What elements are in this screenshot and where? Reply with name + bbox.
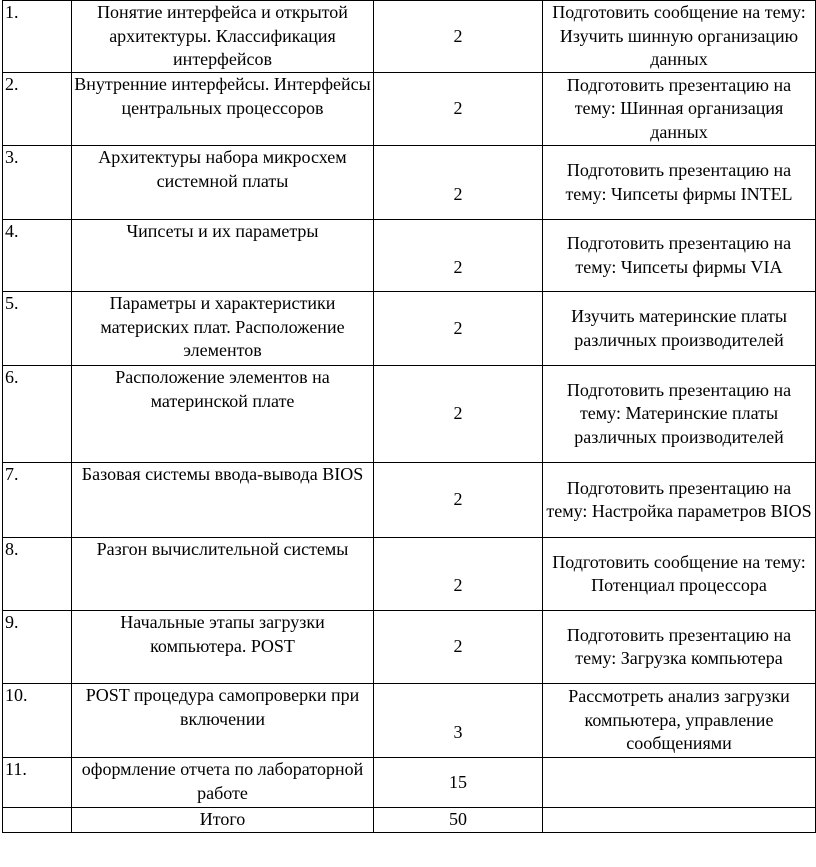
hours-cell: 2 — [374, 73, 543, 146]
total-blank-cell — [543, 808, 816, 833]
task-cell: Изучить материнские платы различных производителей — [543, 292, 816, 366]
row-number: 9. — [3, 611, 72, 684]
table-row — [3, 611, 816, 684]
hours-cell: 15 — [374, 758, 543, 808]
task-cell — [543, 758, 816, 808]
total-blank-cell — [3, 808, 72, 833]
row-number: 10. — [3, 684, 72, 758]
hours-value: 2 — [453, 183, 463, 204]
row-number: 11. — [3, 758, 72, 808]
table-row — [3, 758, 816, 808]
hours-cell: 2 — [374, 611, 543, 684]
task-cell: Подготовить презентацию на тему: Шинная организация данных — [543, 73, 816, 146]
hours-cell — [374, 146, 543, 220]
hours-cell — [374, 684, 543, 758]
topic-cell: Расположение элементов на материнской плате — [72, 366, 374, 463]
topic-cell: Архитектуры набора микросхем системной платы — [72, 146, 374, 220]
table-row — [3, 684, 816, 758]
total-row — [3, 808, 816, 833]
row-number: 1. — [3, 1, 72, 73]
row-number: 2. — [3, 73, 72, 146]
hours-value: 3 — [453, 721, 463, 742]
task-cell: Рассмотреть анализ загрузки компьютера, управление сообщениями — [543, 684, 816, 758]
topic-cell: Базовая системы ввода-вывода BIOS — [72, 463, 374, 538]
task-cell: Подготовить сообщение на тему: Изучить шинную организацию данных — [543, 1, 816, 73]
table-row — [3, 463, 816, 538]
task-cell: Подготовить презентацию на тему: Чипсеты фирмы VIA — [543, 220, 816, 292]
row-number: 3. — [3, 146, 72, 220]
total-label: Итого — [72, 808, 374, 833]
hours-cell — [374, 538, 543, 611]
task-cell: Подготовить презентацию на тему: Материнские платы различных производителей — [543, 366, 816, 463]
hours-cell: 2 — [374, 463, 543, 538]
row-number: 6. — [3, 366, 72, 463]
hours-value: 2 — [453, 256, 463, 277]
table-body — [3, 1, 816, 833]
total-hours: 50 — [374, 808, 543, 833]
task-cell: Подготовить презентацию на тему: Настройка параметров BIOS — [543, 463, 816, 538]
hours-value: 2 — [453, 575, 463, 596]
table-row — [3, 146, 816, 220]
table-row — [3, 220, 816, 292]
row-number: 4. — [3, 220, 72, 292]
task-cell: Подготовить презентацию на тему: Чипсеты фирмы INTEL — [543, 146, 816, 220]
topic-cell: оформление отчета по лабораторной работе — [72, 758, 374, 808]
table-row — [3, 292, 816, 366]
task-cell: Подготовить сообщение на тему: Потенциал процессора — [543, 538, 816, 611]
table-row — [3, 538, 816, 611]
hours-cell: 2 — [374, 1, 543, 73]
hours-cell: 2 — [374, 292, 543, 366]
topic-cell: Параметры и характеристики материских плат. Расположение элементов — [72, 292, 374, 366]
topic-cell: Начальные этапы загрузки компьютера. POST — [72, 611, 374, 684]
topic-cell: Понятие интерфейса и открытой архитектуры. Классификация интерфейсов — [72, 1, 374, 73]
topic-cell: Разгон вычислительной системы — [72, 538, 374, 611]
table-row — [3, 366, 816, 463]
study-plan-table — [2, 0, 816, 833]
hours-cell — [374, 220, 543, 292]
topic-cell: POST процедура самопроверки при включении — [72, 684, 374, 758]
hours-cell: 2 — [374, 366, 543, 463]
topic-cell: Чипсеты и их параметры — [72, 220, 374, 292]
table-row — [3, 1, 816, 73]
table-row — [3, 73, 816, 146]
row-number: 7. — [3, 463, 72, 538]
task-cell: Подготовить презентацию на тему: Загрузка компьютера — [543, 611, 816, 684]
row-number: 5. — [3, 292, 72, 366]
row-number: 8. — [3, 538, 72, 611]
topic-cell: Внутренние интерфейсы. Интерфейсы центральных процессоров — [72, 73, 374, 146]
